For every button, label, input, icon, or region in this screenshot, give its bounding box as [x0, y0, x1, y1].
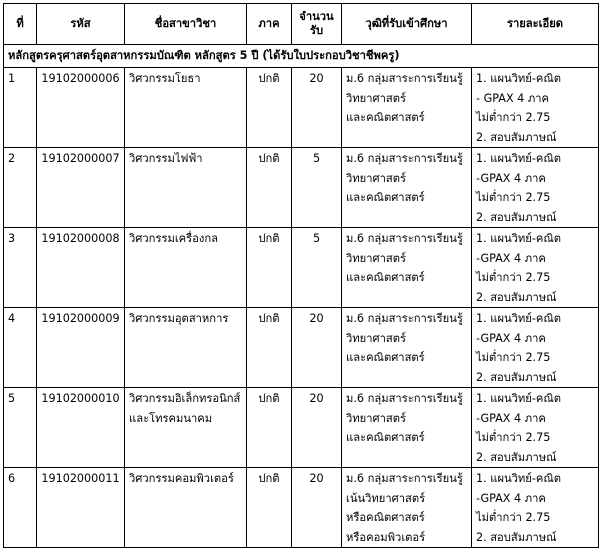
cell-quota: 20 [292, 468, 342, 548]
cell-details-line: 1. แผนวิทย์-คณิต [476, 472, 562, 485]
cell-details [472, 228, 599, 308]
programs-table [3, 3, 599, 548]
cell-details-line: ไม่ต่ำกว่า 2.75 [476, 511, 551, 524]
cell-qualification-line: ม.6 กลุ่มสาระการเรียนรู้ [346, 72, 463, 85]
header-details: รายละเอียด [472, 4, 599, 45]
cell-no: 1 [4, 68, 37, 148]
cell-term: ปกติ [247, 308, 292, 388]
cell-details [472, 68, 599, 148]
cell-program-name-line: วิศวกรรมไฟฟ้า [129, 152, 203, 165]
cell-quota: 5 [292, 148, 342, 228]
cell-qualification-line: วิทยาศาสตร์ [346, 171, 406, 185]
cell-term: ปกติ [247, 68, 292, 148]
table-row [4, 468, 599, 548]
cell-details-line: 2. สอบสัมภาษณ์ [476, 290, 557, 304]
cell-code: 19102000008 [37, 228, 125, 308]
cell-details-line: - GPAX 4 ภาค [476, 91, 549, 105]
cell-qualification [342, 68, 472, 148]
cell-qualification-line: วิทยาศาสตร์ [346, 411, 406, 425]
cell-qualification [342, 148, 472, 228]
cell-no: 3 [4, 228, 37, 308]
cell-qualification [342, 308, 472, 388]
cell-code: 19102000011 [37, 468, 125, 548]
cell-program-name [125, 308, 247, 388]
cell-term: ปกติ [247, 148, 292, 228]
cell-details-line: ไม่ต่ำกว่า 2.75 [476, 431, 551, 444]
cell-details-line: -GPAX 4 ภาค [476, 171, 546, 185]
header-code: รหัส [37, 4, 125, 45]
cell-details [472, 148, 599, 228]
cell-details-line: 2. สอบสัมภาษณ์ [476, 450, 557, 464]
cell-details-line: -GPAX 4 ภาค [476, 491, 546, 505]
cell-code: 19102000007 [37, 148, 125, 228]
cell-details-line: ไม่ต่ำกว่า 2.75 [476, 271, 551, 284]
cell-details-line: 2. สอบสัมภาษณ์ [476, 370, 557, 384]
header-term: ภาค [247, 4, 292, 45]
cell-qualification [342, 388, 472, 468]
cell-qualification-line: และคณิตศาสตร์ [346, 191, 425, 204]
cell-qualification-line: และคณิตศาสตร์ [346, 111, 425, 124]
cell-details-line: 1. แผนวิทย์-คณิต [476, 232, 562, 245]
cell-details-line: 1. แผนวิทย์-คณิต [476, 312, 562, 325]
cell-quota: 20 [292, 388, 342, 468]
cell-quota: 20 [292, 68, 342, 148]
cell-code: 19102000009 [37, 308, 125, 388]
cell-qualification-line: และคณิตศาสตร์ [346, 431, 425, 444]
cell-code: 19102000006 [37, 68, 125, 148]
cell-quota: 20 [292, 308, 342, 388]
cell-term: ปกติ [247, 228, 292, 308]
table-header-row [4, 4, 599, 45]
cell-program-name-line: วิศวกรรมคอมพิวเตอร์ [129, 472, 234, 485]
cell-details [472, 468, 599, 548]
cell-program-name [125, 148, 247, 228]
cell-program-name [125, 228, 247, 308]
cell-qualification-line: วิทยาศาสตร์ [346, 331, 406, 345]
cell-program-name [125, 388, 247, 468]
cell-program-name [125, 468, 247, 548]
cell-details-line: 1. แผนวิทย์-คณิต [476, 72, 562, 85]
cell-no: 6 [4, 468, 37, 548]
cell-qualification-line: ม.6 กลุ่มสาระการเรียนรู้ [346, 392, 463, 405]
cell-program-name-line: วิศวกรรมอิเล็กทรอนิกส์ [129, 392, 241, 405]
cell-qualification-line: ม.6 กลุ่มสาระการเรียนรู้ [346, 152, 463, 165]
header-qualification: วุฒิที่รับเข้าศึกษา [342, 4, 472, 45]
table-row [4, 148, 599, 228]
cell-qualification-line: วิทยาศาสตร์ [346, 251, 406, 265]
cell-details [472, 308, 599, 388]
cell-details-line: ไม่ต่ำกว่า 2.75 [476, 111, 551, 124]
cell-program-name-line: วิศวกรรมเครื่องกล [129, 232, 218, 245]
table-row [4, 388, 599, 468]
cell-details-line: -GPAX 4 ภาค [476, 331, 546, 345]
cell-code: 19102000010 [37, 388, 125, 468]
cell-qualification-line: ม.6 กลุ่มสาระการเรียนรู้ [346, 312, 463, 325]
cell-program-name-line: วิศวกรรมอุตสาหการ [129, 312, 229, 325]
cell-qualification-line: เน้นวิทยาศาสตร์ [346, 491, 426, 505]
header-no: ที่ [4, 4, 37, 45]
cell-details-line: -GPAX 4 ภาค [476, 411, 546, 425]
table-row [4, 228, 599, 308]
section-title: หลักสูตรครุศาสตร์อุตสาหกรรมบัณฑิต หลักสูตร 5 ปี (ได้รับใบประกอบวิชาชีพครู) [4, 45, 599, 68]
cell-term: ปกติ [247, 468, 292, 548]
cell-qualification-line: ม.6 กลุ่มสาระการเรียนรู้ [346, 232, 463, 245]
cell-details-line: 1. แผนวิทย์-คณิต [476, 392, 562, 405]
header-quota: จำนวนรับ [292, 4, 342, 45]
cell-term: ปกติ [247, 388, 292, 468]
cell-details-line: 1. แผนวิทย์-คณิต [476, 152, 562, 165]
cell-details-line: ไม่ต่ำกว่า 2.75 [476, 351, 551, 364]
cell-no: 2 [4, 148, 37, 228]
cell-program-name [125, 68, 247, 148]
cell-details-line: 2. สอบสัมภาษณ์ [476, 210, 557, 224]
header-program-name: ชื่อสาขาวิชา [125, 4, 247, 45]
table-row [4, 308, 599, 388]
cell-details-line: 2. สอบสัมภาษณ์ [476, 130, 557, 144]
cell-qualification-line: วิทยาศาสตร์ [346, 91, 406, 105]
cell-details-line: 2. สอบสัมภาษณ์ [476, 530, 557, 544]
cell-details [472, 388, 599, 468]
cell-qualification-line: และคณิตศาสตร์ [346, 351, 425, 364]
cell-quota: 5 [292, 228, 342, 308]
cell-program-name-line: และโทรคมนาคม [129, 411, 213, 425]
cell-details-line: -GPAX 4 ภาค [476, 251, 546, 265]
cell-qualification-line: หรือคณิตศาสตร์ [346, 511, 425, 524]
cell-qualification-line: หรือคอมพิวเตอร์ [346, 530, 426, 544]
cell-qualification-line: และคณิตศาสตร์ [346, 271, 425, 284]
cell-details-line: ไม่ต่ำกว่า 2.75 [476, 191, 551, 204]
section-row [4, 45, 599, 68]
cell-no: 4 [4, 308, 37, 388]
cell-qualification-line: ม.6 กลุ่มสาระการเรียนรู้ [346, 472, 463, 485]
cell-qualification [342, 468, 472, 548]
cell-program-name-line: วิศวกรรมโยธา [129, 72, 201, 85]
cell-no: 5 [4, 388, 37, 468]
table-row [4, 68, 599, 148]
cell-qualification [342, 228, 472, 308]
